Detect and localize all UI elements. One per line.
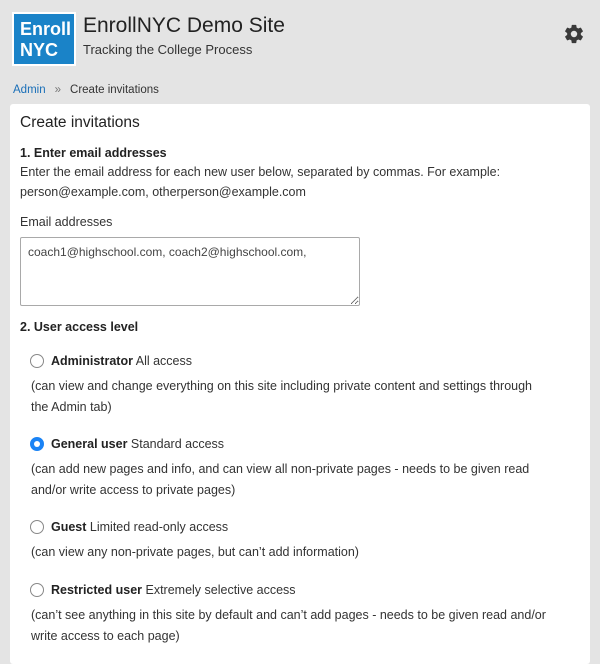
step2-heading: 2. User access level <box>20 320 139 334</box>
radio-restricted-user[interactable] <box>30 583 44 597</box>
option-name: General user <box>51 437 128 451</box>
breadcrumb-current: Create invitations <box>70 84 159 96</box>
logo-line-2: NYC <box>20 40 59 60</box>
option-name: Administrator <box>51 354 133 368</box>
step1-help-line2: person@example.com, otherperson@example.com <box>20 185 306 199</box>
option-restricted-user-desc <box>31 605 576 646</box>
option-name: Guest <box>51 520 87 534</box>
desc-line: (can view and change everything on this site including private content and settings through <box>31 379 533 393</box>
option-summary: Extremely selective access <box>142 583 296 597</box>
breadcrumb-link-admin[interactable]: Admin <box>13 84 46 96</box>
radio-guest[interactable] <box>30 520 44 534</box>
desc-line: (can’t see anything in this site by default and can’t add pages - needs to be given read and/or <box>31 608 546 622</box>
breadcrumb-separator: » <box>54 84 62 96</box>
desc-line: (can add new pages and info, and can view all non-private pages - needs to be given read <box>31 462 530 476</box>
option-general-user-desc <box>31 459 576 500</box>
desc-line: the Admin tab) <box>31 399 112 414</box>
page-title: Create invitations <box>20 114 140 131</box>
option-general-user-label[interactable] <box>51 437 224 451</box>
option-summary: Limited read-only access <box>86 520 229 534</box>
email-addresses-input[interactable] <box>20 237 360 306</box>
radio-administrator[interactable] <box>30 354 44 368</box>
site-tagline: Tracking the College Process <box>83 42 253 57</box>
create-invitations-panel <box>10 104 590 664</box>
option-administrator-label[interactable] <box>51 354 192 368</box>
option-summary: Standard access <box>127 437 225 451</box>
site-title: EnrollNYC Demo Site <box>83 14 285 37</box>
gear-icon[interactable] <box>563 23 585 45</box>
site-logo[interactable] <box>12 12 76 66</box>
option-name: Restricted user <box>51 583 143 597</box>
desc-line: (can view any non-private pages, but can’t add information) <box>31 545 359 559</box>
step1-heading: 1. Enter email addresses <box>20 146 167 160</box>
option-restricted-user-label[interactable] <box>51 583 296 597</box>
option-administrator-desc <box>31 376 576 417</box>
step1-help-line1: Enter the email address for each new user below, separated by commas. For example: <box>20 165 501 179</box>
email-label: Email addresses <box>20 215 113 229</box>
breadcrumb <box>13 84 159 96</box>
option-guest-desc <box>31 542 576 563</box>
option-summary: All access <box>132 354 193 368</box>
option-guest-label[interactable] <box>51 520 228 534</box>
logo-line-1: Enroll <box>20 19 72 39</box>
radio-general-user[interactable] <box>30 437 44 451</box>
desc-line: write access to each page) <box>31 628 180 643</box>
desc-line: and/or write access to private pages) <box>31 482 236 497</box>
site-header <box>0 0 600 78</box>
